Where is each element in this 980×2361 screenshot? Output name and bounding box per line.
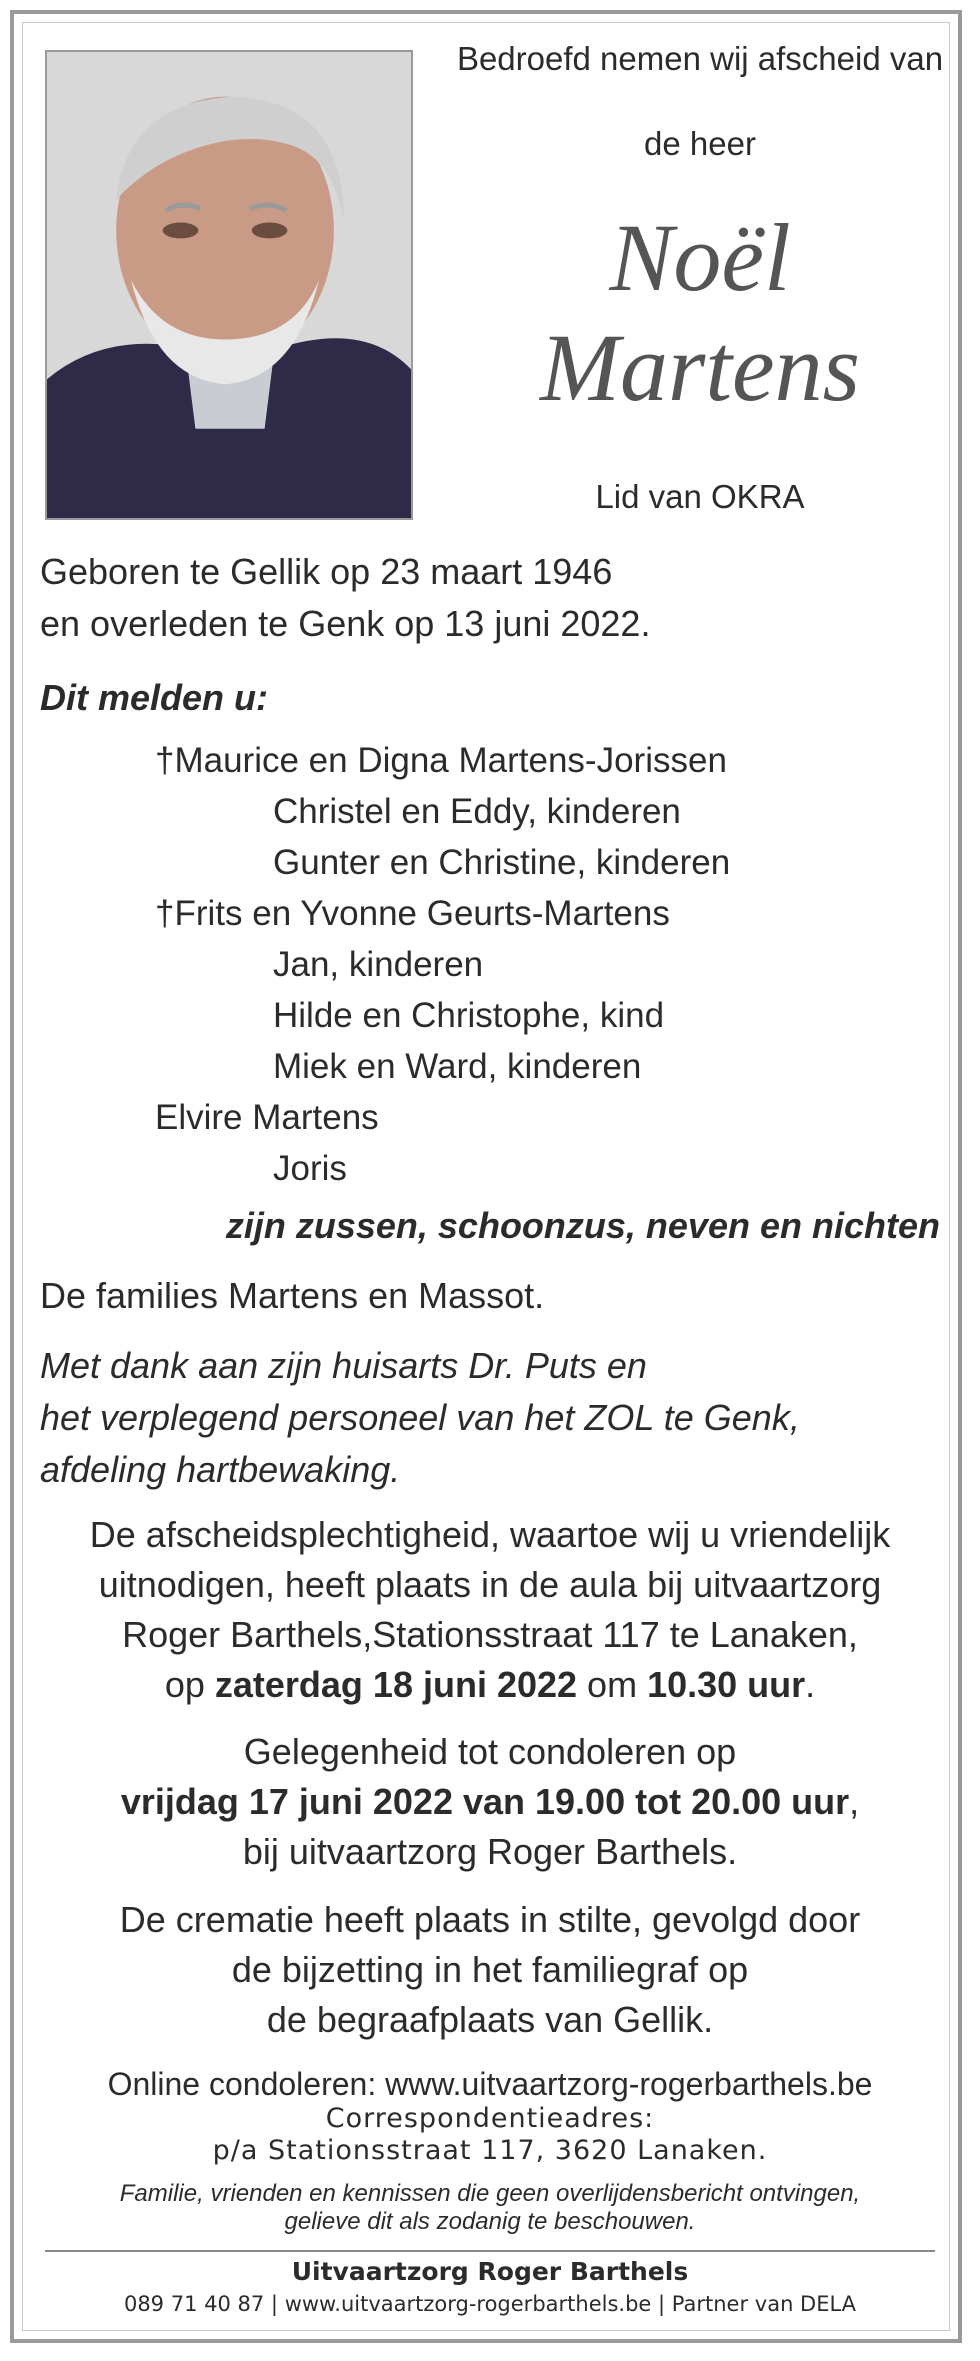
deceased-first-name: Noël xyxy=(609,204,791,311)
footer-divider xyxy=(45,2250,935,2252)
ceremony-time: 10.30 uur xyxy=(647,1664,806,1705)
announcers-list xyxy=(155,735,730,1194)
condolence-date-line: vrijdag 17 juni 2022 van 19.00 tot 20.00 uur, xyxy=(120,1781,860,1822)
condolence-line: Gelegenheid tot condoleren op xyxy=(243,1731,737,1772)
thanks-line: Met dank aan zijn huisarts Dr. Puts en xyxy=(40,1345,647,1386)
ceremony-date: zaterdag 18 juni 2022 xyxy=(214,1664,578,1705)
cremation-block xyxy=(0,1895,980,2045)
birth-line: Geboren te Gellik op 23 maart 1946 xyxy=(40,551,613,592)
condolence-date: vrijdag 17 juni 2022 van 19.00 tot 20.00 uur xyxy=(120,1781,850,1822)
correspondence-label: Correspondentieadres: xyxy=(325,2103,655,2134)
separator: | xyxy=(270,2292,278,2316)
death-line: en overleden te Genk op 13 juni 2022. xyxy=(40,603,651,644)
relatives-summary: zijn zussen, schoonzus, neven en nichten xyxy=(225,1205,940,1246)
online-condolence: Online condoleren: www.uitvaartzorg-rogerbarthels.be xyxy=(107,2066,873,2102)
deceased-last-name: Martens xyxy=(540,314,860,421)
families-line: De families Martens en Massot. xyxy=(40,1275,545,1316)
footnote-line: gelieve dit als zodanig te beschouwen. xyxy=(284,2208,696,2235)
salutation: de heer xyxy=(644,125,756,162)
portrait-photo xyxy=(45,50,413,520)
ceremony-block xyxy=(0,1510,980,1710)
announcer-line: †Frits en Yvonne Geurts-Martens xyxy=(155,894,670,933)
funeral-home-contact xyxy=(0,2292,980,2316)
cremation-line: de bijzetting in het familiegraf op xyxy=(231,1949,749,1990)
thanks-block xyxy=(40,1340,800,1496)
ceremony-date-line: op zaterdag 18 juni 2022 om 10.30 uur. xyxy=(164,1664,816,1705)
ceremony-line: uitnodigen, heeft plaats in de aula bij uitvaartzorg xyxy=(98,1564,882,1605)
ceremony-line: De afscheidsplechtigheid, waartoe wij u vriendelijk xyxy=(89,1514,891,1555)
life-dates xyxy=(40,546,650,650)
footnote-line: Familie, vrienden en kennissen die geen overlijdensbericht ontvingen, xyxy=(119,2180,861,2207)
announcer-line: Joris xyxy=(273,1149,347,1188)
announcer-line: Gunter en Christine, kinderen xyxy=(273,843,731,882)
condolence-line: bij uitvaartzorg Roger Barthels. xyxy=(242,1831,738,1872)
partner-label: Partner van DELA xyxy=(671,2292,857,2316)
ceremony-line: Roger Barthels,Stationsstraat 117 te Lanaken, xyxy=(122,1614,858,1655)
intro-line: Bedroefd nemen wij afscheid van xyxy=(456,40,944,77)
announcer-line: Elvire Martens xyxy=(155,1098,379,1137)
cremation-line: de begraafplaats van Gellik. xyxy=(266,1999,714,2040)
phone-number: 089 71 40 87 xyxy=(123,2292,265,2316)
announcer-line: Christel en Eddy, kinderen xyxy=(273,792,681,831)
separator: | xyxy=(658,2292,666,2316)
website-link: www.uitvaartzorg-rogerbarthels.be xyxy=(284,2292,652,2316)
announcer-line: Hilde en Christophe, kind xyxy=(273,996,665,1035)
footnote xyxy=(0,2180,980,2236)
announcer-line: Miek en Ward, kinderen xyxy=(273,1047,642,1086)
correspondence-block xyxy=(0,2103,980,2167)
announcer-line: †Maurice en Digna Martens-Jorissen xyxy=(155,741,727,780)
thanks-line: het verplegend personeel van het ZOL te Genk, xyxy=(40,1397,800,1438)
correspondence-address: p/a Stationsstraat 117, 3620 Lanaken. xyxy=(212,2135,768,2166)
thanks-line: afdeling hartbewaking. xyxy=(40,1449,401,1490)
cremation-line: De crematie heeft plaats in stilte, gevolgd door xyxy=(119,1899,861,1940)
announcer-line: Jan, kinderen xyxy=(273,945,484,984)
announcers-heading: Dit melden u: xyxy=(40,677,269,718)
membership: Lid van OKRA xyxy=(595,478,805,515)
funeral-home-name: Uitvaartzorg Roger Barthels xyxy=(291,2257,689,2286)
condolence-block xyxy=(0,1727,980,1877)
